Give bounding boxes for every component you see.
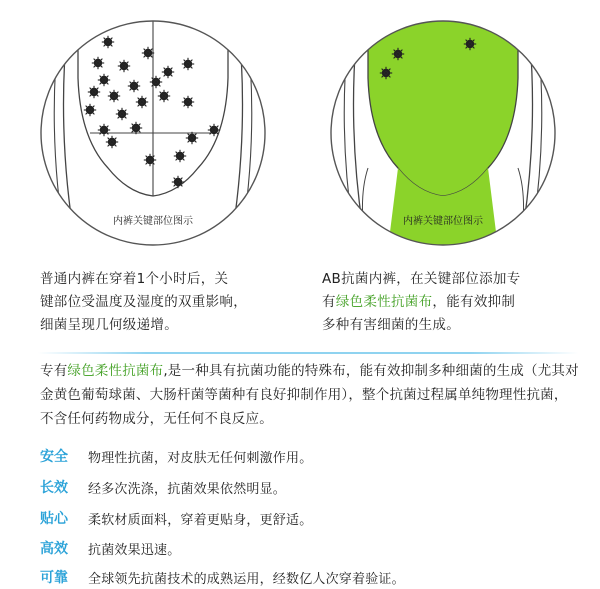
fabric-intro-paragraph [40, 359, 580, 431]
feature-text: 全球领先抗菌技术的成熟运用，经数亿人次穿着验证。 [88, 571, 405, 587]
right-line-3: 多种有害细菌的生成。 [322, 317, 460, 333]
right-line-2 [322, 291, 582, 314]
feature-efficiency [40, 536, 180, 560]
feature-reliability [40, 565, 405, 589]
section-divider [38, 352, 578, 354]
diagram-caption-right: 内裤关键部位图示 [403, 216, 483, 227]
feature-text: 抗菌效果迅速。 [88, 542, 181, 558]
right-line-2-pre: 有 [322, 294, 336, 310]
feature-label: 长效 [40, 480, 68, 496]
feature-label: 贴心 [40, 511, 68, 527]
feature-label: 安全 [40, 449, 68, 465]
diagram-caption-left: 内裤关键部位图示 [113, 216, 193, 227]
antibacterial-underwear-diagram [328, 18, 558, 248]
feature-safety [40, 444, 312, 468]
feature-text: 经多次洗涤，抗菌效果依然明显。 [88, 481, 287, 497]
feature-long-lasting [40, 475, 286, 499]
left-line-3: 细菌呈现几何级递增。 [40, 317, 178, 333]
feature-comfort [40, 506, 312, 530]
feature-text: 物理性抗菌，对皮肤无任何刺激作用。 [88, 450, 313, 466]
left-line-1: 普通内裤在穿着1个小时后，关 [40, 271, 229, 287]
ab-underwear-description [322, 268, 582, 337]
intro-highlight: 绿色柔性抗菌布 [67, 363, 164, 379]
intro-body: ,是一种具有抗菌功能的特殊布，能有效抑制多种细菌的生成（尤其对金黄色葡萄球菌、大肠杆菌等菌种有良好抑制作用），整个抗菌过程属单纯物理性抗菌，不含任何药物成分，无任何不良反应。 [40, 363, 579, 427]
feature-label: 可靠 [40, 570, 68, 586]
green-fabric-highlight: 绿色柔性抗菌布 [335, 294, 433, 310]
feature-label: 高效 [40, 541, 68, 557]
feature-text: 柔软材质面料，穿着更贴身，更舒适。 [88, 512, 313, 528]
right-line-1: AB抗菌内裤，在关键部位添加专 [322, 271, 521, 287]
left-line-2: 键部位受温度及湿度的双重影响， [40, 294, 247, 310]
intro-pre: 专有 [40, 363, 68, 379]
right-line-2-post: ，能有效抑制 [432, 294, 516, 310]
normal-underwear-diagram [38, 18, 268, 248]
normal-underwear-description [40, 268, 290, 337]
